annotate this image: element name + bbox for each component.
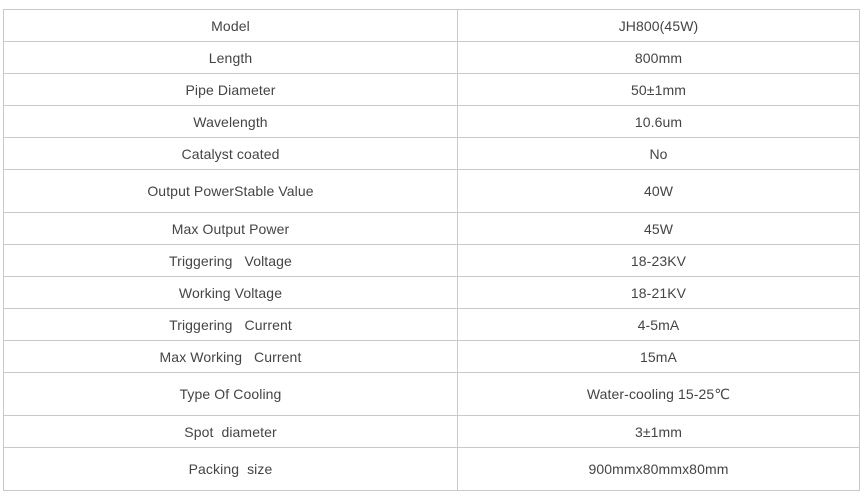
spec-table-body (4, 10, 860, 491)
spec-label-cell: Type Of Cooling (4, 373, 458, 416)
spec-label-cell: Length (4, 42, 458, 74)
spec-value-cell: 800mm (458, 42, 860, 74)
table-row (4, 373, 860, 416)
spec-value-cell: 4-5mA (458, 309, 860, 341)
spec-label-cell: Packing size (4, 448, 458, 491)
table-row (4, 10, 860, 42)
spec-label-cell: Working Voltage (4, 277, 458, 309)
spec-value-cell: Water-cooling 15-25℃ (458, 373, 860, 416)
spec-label-cell: Triggering Current (4, 309, 458, 341)
spec-table (3, 9, 860, 491)
table-row (4, 106, 860, 138)
spec-value-cell: 3±1mm (458, 416, 860, 448)
spec-value-cell: 40W (458, 170, 860, 213)
spec-value-cell: 50±1mm (458, 74, 860, 106)
spec-label-cell: Max Output Power (4, 213, 458, 245)
spec-label-cell: Output PowerStable Value (4, 170, 458, 213)
spec-value-cell: 900mmx80mmx80mm (458, 448, 860, 491)
table-row (4, 309, 860, 341)
table-row (4, 170, 860, 213)
spec-value-cell: JH800(45W) (458, 10, 860, 42)
spec-value-cell: No (458, 138, 860, 170)
table-row (4, 277, 860, 309)
table-row (4, 416, 860, 448)
spec-value-cell: 18-23KV (458, 245, 860, 277)
spec-label-cell: Pipe Diameter (4, 74, 458, 106)
spec-label-cell: Triggering Voltage (4, 245, 458, 277)
spec-value-cell: 18-21KV (458, 277, 860, 309)
spec-label-cell: Model (4, 10, 458, 42)
spec-label-cell: Catalyst coated (4, 138, 458, 170)
table-row (4, 213, 860, 245)
table-row (4, 245, 860, 277)
table-row (4, 74, 860, 106)
spec-label-cell: Spot diameter (4, 416, 458, 448)
table-row (4, 448, 860, 491)
table-row (4, 341, 860, 373)
spec-value-cell: 15mA (458, 341, 860, 373)
spec-value-cell: 45W (458, 213, 860, 245)
table-row (4, 42, 860, 74)
spec-label-cell: Max Working Current (4, 341, 458, 373)
spec-label-cell: Wavelength (4, 106, 458, 138)
spec-value-cell: 10.6um (458, 106, 860, 138)
table-row (4, 138, 860, 170)
